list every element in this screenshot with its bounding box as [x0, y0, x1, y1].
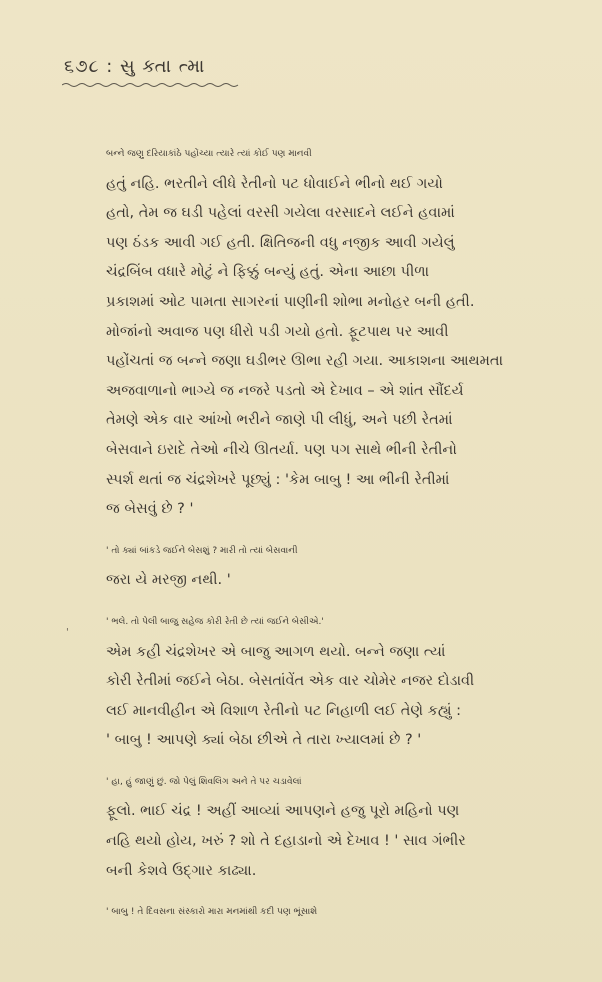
paragraph-4 [62, 768, 562, 886]
text-line: બની કેશવે ઉદ્ગાર કાઢ્યા. [106, 862, 257, 879]
text-line: મોજાંનો અવાજ પણ ધીરો પડી ગયો હતો. ફૂટપાથ પર આવી [106, 323, 449, 340]
text-line: ' તો ક્યાં બાંકડે જઈને બેસશું ? મારી તો ત્યાં બેસવાની [106, 545, 298, 556]
text-line: તેમણે એક વાર આંખો ભરીને જાણે પી લીધું, અને પછી રેતમાં [106, 412, 453, 429]
text-line: એમ કહી ચંદ્રશેખર એ બાજુ આગળ થયો. બન્ને જણા ત્યાં [106, 643, 446, 660]
text-line: અજવાળાનો ભાગ્યે જ નજરે પડતો એ દેખાવ – એ શાંત સૌંદર્ય [106, 382, 464, 399]
text-line: પણ ઠંડક આવી ગઈ હતી. ક્ષિતિજની વધુ નજીક આવી ગયેલું [106, 234, 455, 251]
text-line: હતું નહિ. ભરતીને લીધે રેતીનો પટ ધોવાઈને ભીનો થઈ ગયો [106, 175, 443, 192]
text-line: લઈ માનવીહીન એ વિશાળ રેતીનો પટ નિહાળી લઈ તેણે કહ્યું : [106, 702, 462, 719]
text-line: ' બાબુ ! તે દિવસના સંસ્કારો મારા મનમાંથી કદી પણ ભૂંસાશે [106, 907, 318, 918]
paragraph-5 [62, 898, 562, 928]
text-line: બેસવાને ઇરાદે તેઓ નીચે ઊતર્યા. પણ પગ સાથે ભીની રેતીનો [106, 441, 457, 458]
body-text [62, 140, 562, 928]
text-line: કોરી રેતીમાં જઈને બેઠા. બેસતાંવેંત એક વાર ચોમેર નજર દોડાવી [106, 673, 475, 690]
header-wavy-underline [62, 82, 242, 88]
text-line: ' બાબુ ! આપણે ક્યાં બેઠા છીએ તે તારા ખ્યાલમાં છે ? ' [106, 732, 422, 749]
text-line: હતો, તેમ જ ઘડી પહેલાં વરસી ગયેલા વરસાદને લઈને હવામાં [106, 205, 455, 222]
text-line: ' હા, હું જાણું છું. જો પેલું શિવલિંગ અને તે પર ચડાવેલાં [106, 776, 302, 787]
text-line: બન્ને જણુ દરિયાકાંઠે પહોંચ્યા ત્યારે ત્યાં કોઈ પણ માનવી [106, 149, 312, 159]
text-line: નહિ થયો હોય, ખરું ? શો તે દહાડાનો એ દેખાવ ! ' સાવ ગંભીર [106, 833, 466, 850]
paragraph-2 [62, 537, 562, 596]
text-line: ' ભલે. તો પેલી બાજુ સહેજ કોરી રેતી છે ત્યાં જઈને બેસીએ.' [106, 616, 324, 627]
margin-mark: ' [66, 627, 69, 638]
text-line: જ બેસવું છે ? ' [106, 501, 194, 518]
page-header: ૬૭૮ : સુ ક્તા ત્મા [64, 56, 206, 77]
text-line: સ્પર્શ થતાં જ ચંદ્રશેખરે પૂછ્યું : 'કેમ બાબુ ! આ ભીની રેતીમાં [106, 471, 450, 488]
text-line: જરા યે મરજી નથી. ' [106, 572, 231, 589]
text-line: ફૂલો. ભાઈ ચંદ્ર ! અહીં આવ્યાં આપણને હજુ પૂરો મહિનો પણ [106, 803, 460, 820]
text-line: પ્રકાશમાં ઓટ પામતા સાગરનાં પાણીની શોભા મનોહર બની હતી. [106, 293, 475, 310]
paragraph-1 [62, 140, 562, 525]
text-line: ચંદ્રબિંબ વધારે મોટું ને ફિક્કું બન્યું હતું. એના આછા પીળા [106, 264, 430, 281]
paragraph-3 [62, 608, 562, 756]
text-line: પહોંચતાં જ બન્ને જણા ઘડીભર ઊભા રહી ગયા. આકાશના આથમતા [106, 353, 504, 370]
